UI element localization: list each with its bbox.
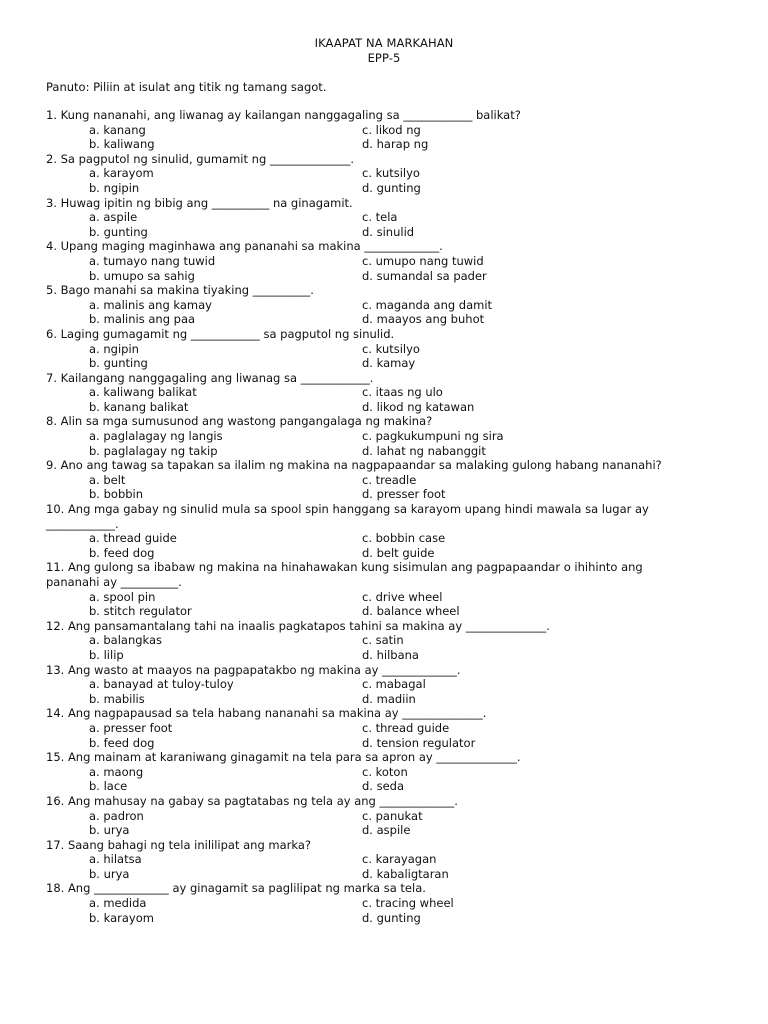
answer-option-b: b. paglalagay ng takip [89, 443, 218, 458]
question-item [46, 414, 726, 458]
question-stem: 11. Ang gulong sa ibabaw ng makina na hinahawakan kung sisimulan ang pagpapaandar o ihihinto ang pananahi ay __________. [46, 560, 643, 589]
answer-option-d: d. sumandal sa pader [362, 268, 487, 283]
answer-option-a: a. banayad at tuloy-tuloy [89, 677, 234, 692]
answer-option-c: c. treadle [362, 472, 417, 487]
answer-option-c: c. likod ng [362, 122, 421, 137]
answer-option-d: d. harap ng [362, 137, 429, 152]
answer-option-a: a. kaliwang balikat [89, 385, 197, 400]
answer-option-b: b. karayom [89, 910, 154, 925]
answer-option-d: d. kabaligtaran [362, 866, 449, 881]
answer-option-c: c. maganda ang damit [362, 297, 493, 312]
answer-option-b: b. urya [89, 866, 130, 881]
answer-options [46, 342, 726, 371]
question-stem: 14. Ang nagpapausad sa tela habang nananahi sa makina ay ______________. [46, 706, 487, 721]
answer-option-a: a. belt [89, 472, 126, 487]
question-item [46, 327, 726, 371]
question-item [46, 560, 726, 618]
question-item [46, 881, 726, 925]
question-stem: 17. Saang bahagi ng tela inililipat ang marka? [46, 837, 311, 852]
answer-option-d: d. hilbana [362, 647, 419, 662]
question-stem: 16. Ang mahusay na gabay sa pagtatabas ng tela ay ang _____________. [46, 793, 458, 808]
answer-option-b: b. lace [89, 779, 128, 794]
answer-option-a: a. aspile [89, 210, 138, 225]
answer-option-d: d. maayos ang buhot [362, 312, 485, 327]
answer-option-b: b. malinis ang paa [89, 312, 196, 327]
answer-option-a: a. ngipin [89, 341, 139, 356]
answer-option-d: d. seda [362, 779, 405, 794]
answer-option-b: b. feed dog [89, 545, 155, 560]
question-stem: 10. Ang mga gabay ng sinulid mula sa spool spin hanggang sa karayom upang hindi mawala sa lugar ay ____________. [46, 502, 649, 531]
answer-option-d: d. kamay [362, 356, 416, 371]
answer-option-d: d. belt guide [362, 545, 435, 560]
question-stem: 3. Huwag ipitin ng bibig ang __________ na ginagamit. [46, 195, 353, 210]
question-stem: 2. Sa pagputol ng sinulid, gumamit ng ______________. [46, 151, 355, 166]
question-stem: 18. Ang _____________ ay ginagamit sa paglilipat ng marka sa tela. [46, 881, 426, 896]
answer-option-b: b. ngipin [89, 180, 140, 195]
answer-option-d: d. gunting [362, 180, 421, 195]
answer-option-c: c. drive wheel [362, 589, 443, 604]
answer-option-d: d. likod ng katawan [362, 399, 475, 414]
question-list [46, 108, 726, 925]
answer-options [46, 852, 726, 881]
question-item [46, 283, 726, 327]
answer-option-c: c. bobbin case [362, 531, 446, 546]
question-item [46, 196, 726, 240]
answer-option-c: c. tracing wheel [362, 896, 454, 911]
answer-options [46, 765, 726, 794]
answer-option-d: d. lahat ng nabanggit [362, 443, 486, 458]
answer-option-d: d. tension regulator [362, 735, 476, 750]
answer-option-b: b. stitch regulator [89, 604, 192, 619]
answer-option-c: c. thread guide [362, 720, 450, 735]
question-item [46, 239, 726, 283]
answer-option-c: c. koton [362, 764, 408, 779]
answer-option-b: b. kanang balikat [89, 399, 189, 414]
question-stem: 7. Kailangang nanggagaling ang liwanag sa ____________. [46, 370, 374, 385]
question-item [46, 108, 726, 152]
question-item [46, 458, 726, 502]
answer-option-d: d. madiin [362, 691, 416, 706]
answer-option-b: b. mabilis [89, 691, 145, 706]
answer-option-d: d. gunting [362, 910, 421, 925]
answer-options [46, 123, 726, 152]
question-item [46, 152, 726, 196]
question-stem: 4. Upang maging maginhawa ang pananahi sa makina _____________. [46, 239, 443, 254]
answer-options [46, 633, 726, 662]
question-stem: 13. Ang wasto at maayos na pagpapatakbo ng makina ay _____________. [46, 662, 461, 677]
answer-option-a: a. kanang [89, 122, 146, 137]
answer-options [46, 166, 726, 195]
answer-option-c: c. panukat [362, 808, 423, 823]
answer-option-c: c. tela [362, 210, 398, 225]
answer-options [46, 590, 726, 619]
page-title: IKAAPAT NA MARKAHAN [314, 36, 454, 50]
answer-option-c: c. kutsilyo [362, 341, 420, 356]
answer-option-a: a. tumayo nang tuwid [89, 253, 216, 268]
answer-options [46, 677, 726, 706]
answer-option-a: a. karayom [89, 166, 154, 181]
answer-options [46, 385, 726, 414]
question-item [46, 838, 726, 882]
answer-option-a: a. presser foot [89, 720, 173, 735]
question-item [46, 750, 726, 794]
answer-option-b: b. feed dog [89, 735, 155, 750]
question-stem: 9. Ano ang tawag sa tapakan sa ilalim ng makina na nagpapaandar sa malaking gulong habang nananahi? [46, 458, 662, 473]
answer-option-c: c. pagkukumpuni ng sira [362, 429, 504, 444]
page-subtitle: EPP-5 [367, 51, 401, 65]
answer-option-a: a. malinis ang kamay [89, 297, 212, 312]
question-item [46, 706, 726, 750]
answer-options [46, 531, 726, 560]
answer-option-a: a. spool pin [89, 589, 156, 604]
question-item [46, 502, 726, 560]
answer-option-b: b. kaliwang [89, 137, 155, 152]
answer-option-b: b. umupo sa sahig [89, 268, 195, 283]
question-stem: 5. Bago manahi sa makina tiyaking __________. [46, 283, 314, 298]
answer-option-a: a. thread guide [89, 531, 177, 546]
answer-option-b: b. gunting [89, 224, 148, 239]
answer-option-c: c. itaas ng ulo [362, 385, 443, 400]
question-stem: 12. Ang pansamantalang tahi na inaalis pagkatapos tahini sa makina ay ______________. [46, 618, 550, 633]
answer-option-a: a. paglalagay ng langis [89, 429, 223, 444]
answer-option-b: b. gunting [89, 356, 148, 371]
question-stem: 8. Alin sa mga sumusunod ang wastong pangangalaga ng makina? [46, 414, 433, 429]
answer-options [46, 473, 726, 502]
question-stem: 6. Laging gumagamit ng ____________ sa pagputol ng sinulid. [46, 326, 395, 341]
answer-option-b: b. bobbin [89, 487, 144, 502]
answer-options [46, 429, 726, 458]
question-stem: 15. Ang mainam at karaniwang ginagamit na tela para sa apron ay ______________. [46, 750, 521, 765]
answer-options [46, 809, 726, 838]
instructions: Panuto: Piliin at isulat ang titik ng tamang sagot. [46, 80, 327, 94]
answer-option-b: b. urya [89, 823, 130, 838]
answer-option-b: b. lilip [89, 647, 124, 662]
answer-option-a: a. medida [89, 896, 147, 911]
question-item [46, 371, 726, 415]
answer-options [46, 896, 726, 925]
question-item [46, 663, 726, 707]
answer-options [46, 298, 726, 327]
answer-option-c: c. umupo nang tuwid [362, 253, 484, 268]
answer-option-d: d. balance wheel [362, 604, 460, 619]
answer-options [46, 254, 726, 283]
answer-option-d: d. sinulid [362, 224, 415, 239]
answer-option-d: d. presser foot [362, 487, 446, 502]
answer-option-c: c. karayagan [362, 852, 437, 867]
answer-option-a: a. balangkas [89, 633, 163, 648]
answer-option-a: a. maong [89, 764, 144, 779]
answer-option-a: a. hilatsa [89, 852, 142, 867]
question-item [46, 794, 726, 838]
answer-options [46, 721, 726, 750]
question-stem: 1. Kung nananahi, ang liwanag ay kailangan nanggagaling sa ____________ balikat? [46, 108, 521, 122]
answer-option-c: c. mabagal [362, 677, 426, 692]
question-item [46, 619, 726, 663]
answer-option-d: d. aspile [362, 823, 411, 838]
answer-option-c: c. satin [362, 633, 404, 648]
answer-option-a: a. padron [89, 808, 144, 823]
answer-options [46, 210, 726, 239]
answer-option-c: c. kutsilyo [362, 166, 420, 181]
